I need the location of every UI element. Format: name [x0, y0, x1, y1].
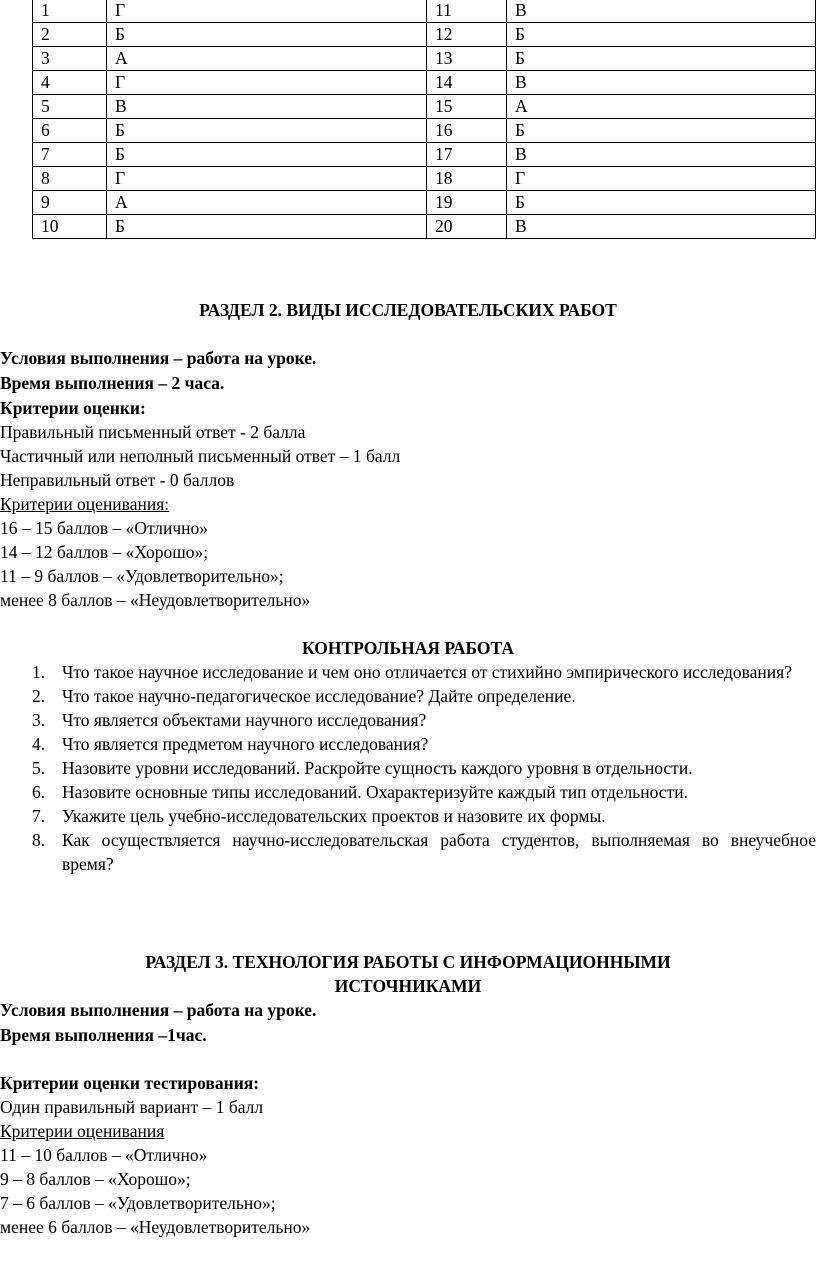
list-item: [0, 708, 816, 732]
table-cell: 7: [33, 143, 107, 167]
table-cell: Г: [107, 71, 427, 95]
table-cell: В: [507, 71, 816, 95]
question-text: Назовите основные типы исследований. Охарактеризуйте каждый тип отдельности.: [62, 782, 688, 802]
question-number: 1.: [32, 662, 46, 682]
list-item: [0, 684, 816, 708]
section2-criteria-item: Правильный письменный ответ - 2 балла: [0, 422, 306, 442]
section3-conditions: Условия выполнения – работа на уроке.: [0, 1000, 317, 1020]
section2-criteria-heading: Критерии оценки:: [0, 398, 146, 418]
table-row: [33, 191, 816, 215]
section3-grading-item: 9 – 8 баллов – «Хорошо»;: [0, 1169, 191, 1189]
table-cell: Г: [507, 167, 816, 191]
table-cell: В: [507, 0, 816, 23]
section2-criteria-item: Частичный или неполный письменный ответ – 1 балл: [0, 446, 401, 466]
table-cell: В: [507, 143, 816, 167]
section3-title-line2: ИСТОЧНИКАМИ: [334, 976, 482, 996]
table-cell: 12: [427, 23, 507, 47]
table-cell: 3: [33, 47, 107, 71]
table-row: [33, 119, 816, 143]
section2-criteria-item: Неправильный ответ - 0 баллов: [0, 470, 235, 490]
table-row: [33, 95, 816, 119]
table-cell: В: [507, 215, 816, 239]
table-cell: 2: [33, 23, 107, 47]
list-item: [0, 660, 816, 684]
question-text: Как осуществляется научно-исследовательская работа студентов, выполняемая во внеучебное время?: [62, 830, 816, 874]
table-cell: Б: [107, 215, 427, 239]
table-cell: 15: [427, 95, 507, 119]
question-text: Назовите уровни исследований. Раскройте сущность каждого уровня в отдельности.: [62, 758, 693, 778]
table-row: [33, 167, 816, 191]
question-number: 3.: [32, 710, 46, 730]
table-cell: А: [107, 47, 427, 71]
list-item: [0, 756, 816, 780]
list-item: [0, 804, 816, 828]
question-number: 5.: [32, 758, 46, 778]
table-cell: Г: [107, 0, 427, 23]
table-cell: 13: [427, 47, 507, 71]
question-text: Что такое научное исследование и чем оно отличается от стихийно эмпирического исследования?: [62, 662, 792, 682]
question-number: 2.: [32, 686, 46, 706]
section3-grading-heading: Критерии оценивания: [0, 1121, 165, 1141]
section3-time: Время выполнения –1час.: [0, 1025, 207, 1045]
table-cell: Б: [107, 23, 427, 47]
table-cell: 5: [33, 95, 107, 119]
table-cell: 19: [427, 191, 507, 215]
table-cell: Б: [507, 47, 816, 71]
table-cell: В: [107, 95, 427, 119]
section2-time: Время выполнения – 2 часа.: [0, 373, 225, 393]
table-row: [33, 143, 816, 167]
question-number: 6.: [32, 782, 46, 802]
test-title: КОНТРОЛЬНАЯ РАБОТА: [302, 638, 514, 658]
question-number: 4.: [32, 734, 46, 754]
section2-grading-heading: Критерии оценивания:: [0, 494, 170, 514]
question-text: Что является объектами научного исследования?: [62, 710, 427, 730]
table-cell: 6: [33, 119, 107, 143]
section3-title-line1: РАЗДЕЛ 3. ТЕХНОЛОГИЯ РАБОТЫ С ИНФОРМАЦИОННЫМИ: [145, 952, 671, 972]
table-row: [33, 215, 816, 239]
table-cell: 8: [33, 167, 107, 191]
table-cell: 20: [427, 215, 507, 239]
answer-key-table: [32, 0, 816, 239]
section2-grading-item: менее 8 баллов – «Неудовлетворительно»: [0, 590, 311, 610]
answer-key-body: [33, 0, 816, 239]
section2-grading-item: 16 – 15 баллов – «Отлично»: [0, 518, 209, 538]
section3-grading-item: 7 – 6 баллов – «Удовлетворительно»;: [0, 1193, 276, 1213]
section3-grading-item: 11 – 10 баллов – «Отлично»: [0, 1145, 208, 1165]
table-cell: Г: [107, 167, 427, 191]
table-cell: А: [507, 95, 816, 119]
question-number: 7.: [32, 806, 46, 826]
section2-grading-item: 11 – 9 баллов – «Удовлетворительно»;: [0, 566, 284, 586]
test-questions-list: [0, 660, 816, 876]
section2-title: РАЗДЕЛ 2. ВИДЫ ИССЛЕДОВАТЕЛЬСКИХ РАБОТ: [199, 300, 617, 320]
table-row: [33, 71, 816, 95]
section3-criteria-heading: Критерии оценки тестирования:: [0, 1073, 260, 1093]
table-row: [33, 47, 816, 71]
table-cell: 17: [427, 143, 507, 167]
table-cell: Б: [507, 119, 816, 143]
list-item: [0, 732, 816, 756]
table-cell: 14: [427, 71, 507, 95]
table-row: [33, 0, 816, 23]
section2-conditions: Условия выполнения – работа на уроке.: [0, 348, 317, 368]
table-cell: 4: [33, 71, 107, 95]
list-item: [0, 828, 816, 876]
table-cell: 1: [33, 0, 107, 23]
table-cell: 18: [427, 167, 507, 191]
list-item: [0, 780, 816, 804]
table-cell: Б: [507, 191, 816, 215]
question-text: Что такое научно-педагогическое исследование? Дайте определение.: [62, 686, 576, 706]
table-cell: Б: [107, 119, 427, 143]
table-cell: А: [107, 191, 427, 215]
table-cell: Б: [107, 143, 427, 167]
section2-grading-item: 14 – 12 баллов – «Хорошо»;: [0, 542, 209, 562]
table-row: [33, 23, 816, 47]
question-number: 8.: [32, 830, 46, 850]
question-text: Что является предметом научного исследования?: [62, 734, 429, 754]
question-text: Укажите цель учебно-исследовательских проектов и назовите их формы.: [62, 806, 606, 826]
section3-criteria-item: Один правильный вариант – 1 балл: [0, 1097, 264, 1117]
table-cell: 9: [33, 191, 107, 215]
table-cell: Б: [507, 23, 816, 47]
table-cell: 10: [33, 215, 107, 239]
table-cell: 11: [427, 0, 507, 23]
section3-grading-item: менее 6 баллов – «Неудовлетворительно»: [0, 1217, 311, 1237]
table-cell: 16: [427, 119, 507, 143]
